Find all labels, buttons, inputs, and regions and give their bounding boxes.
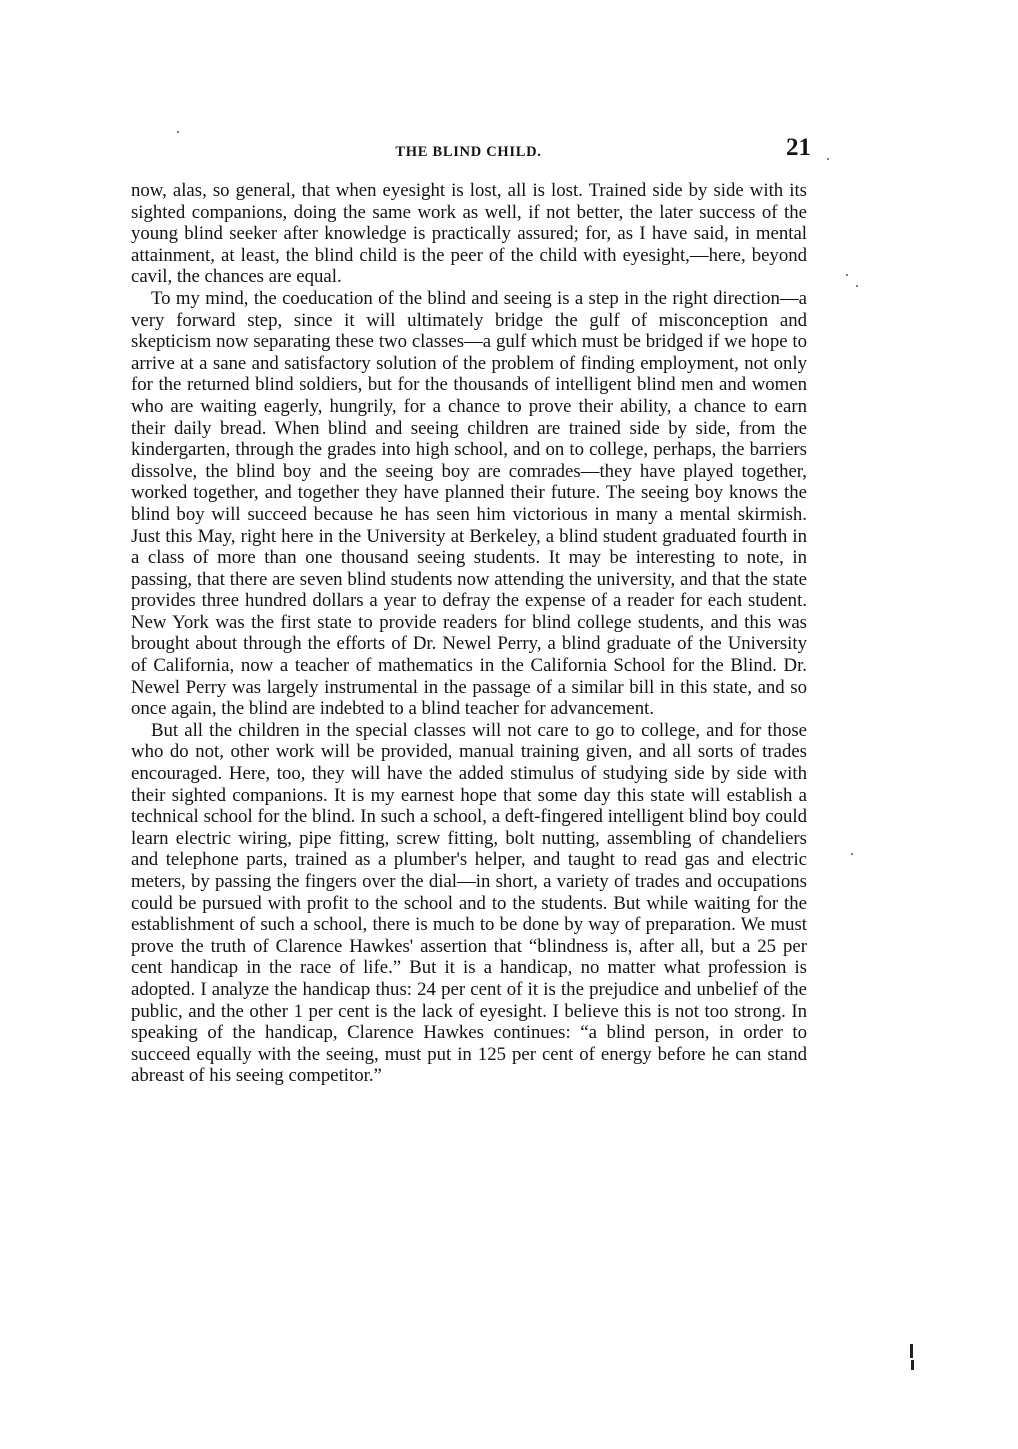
running-head (130, 134, 811, 170)
margin-ink-mark (910, 1344, 914, 1374)
running-title: THE BLIND CHILD. (395, 144, 542, 160)
paragraph-coeducation: To my mind, the coeducation of the blind and seeing is a step in the right direction—a very forward step, since it will ultimately bridge the gulf of misconception and skepticism now separating these two classes—a gulf which must be bridged if we hope to arrive at a sane and satisfactory solution of the problem of finding employment, not only for the returned blind soldiers, but for the thousands of intelligent blind men and women who are waiting eagerly, hungrily, for a chance to prove their ability, a chance to earn their daily bread. When blind and seeing children are trained side by side, from the kindergarten, through the grades into high school, and on to college, perhaps, the barriers dissolve, the blind boy and the seeing boy are comrades—they have played together, worked together, and together they have planned their future. The seeing boy knows the blind boy will succeed because he has seen him victorious in many a mental skirmish. Just this May, right here in the University at Berkeley, a blind student graduated fourth in a class of more than one thousand seeing students. It may be interesting to note, in passing, that there are seven blind students now attending the university, and that the state provides three hundred dollars a year to defray the expense of a reader for each student. New York was the first state to provide readers for blind college students, and this was brought about through the efforts of Dr. Newel Perry, a blind graduate of the University of California, now a teacher of mathematics in the California School for the Blind. Dr. Newel Perry was largely instrumental in the passage of a similar bill in this state, and so once again, the blind are indebted to a blind teacher for advancement. (131, 287, 807, 720)
body-text (131, 180, 807, 1087)
page-number: 21 (786, 134, 811, 161)
scan-speck (177, 131, 179, 133)
scan-speck (851, 853, 853, 855)
scan-speck (846, 274, 848, 276)
paragraph-continued: now, alas, so general, that when eyesight is lost, all is lost. Trained side by side with its sighted companions, doing the same work as well, if not better, the later success of the young blind seeker after knowledge is practically assured; for, as I have said, in mental attainment, at least, the blind child is the peer of the child with eyesight,—here, beyond cavil, the chances are equal. (131, 180, 807, 288)
paragraph-trades: But all the children in the special classes will not care to go to college, and for those who do not, other work will be provided, manual training given, and all sorts of trades encouraged. Here, too, they will have the added stimulus of studying side by side with their sighted companions. It is my earnest hope that some day this state will establish a technical school for the blind. In such a school, a deft-fingered intelligent blind boy could learn electric wiring, pipe fitting, screw fitting, bolt nutting, assembling of chandeliers and telephone parts, trained as a plumber's helper, and taught to read gas and electric meters, by passing the fingers over the dial—in short, a variety of trades and occupations could be pursued with profit to the school and to the students. But while waiting for the establishment of such a school, there is much to be done by way of preparation. We must prove the truth of Clarence Hawkes' assertion that “blindness is, after all, but a 25 per cent handicap in the race of life.” But it is a handicap, no matter what profession is adopted. I analyze the handicap thus: 24 per cent of it is the prejudice and unbelief of the public, and the other 1 per cent is the lack of eyesight. I believe this is not too strong. In speaking of the handicap, Clarence Hawkes continues: “a blind person, in order to succeed equally with the seeing, must put in 125 per cent of energy before he can stand abreast of his seeing competitor.” (131, 719, 807, 1087)
scan-speck (827, 158, 829, 160)
scan-speck (856, 285, 858, 287)
